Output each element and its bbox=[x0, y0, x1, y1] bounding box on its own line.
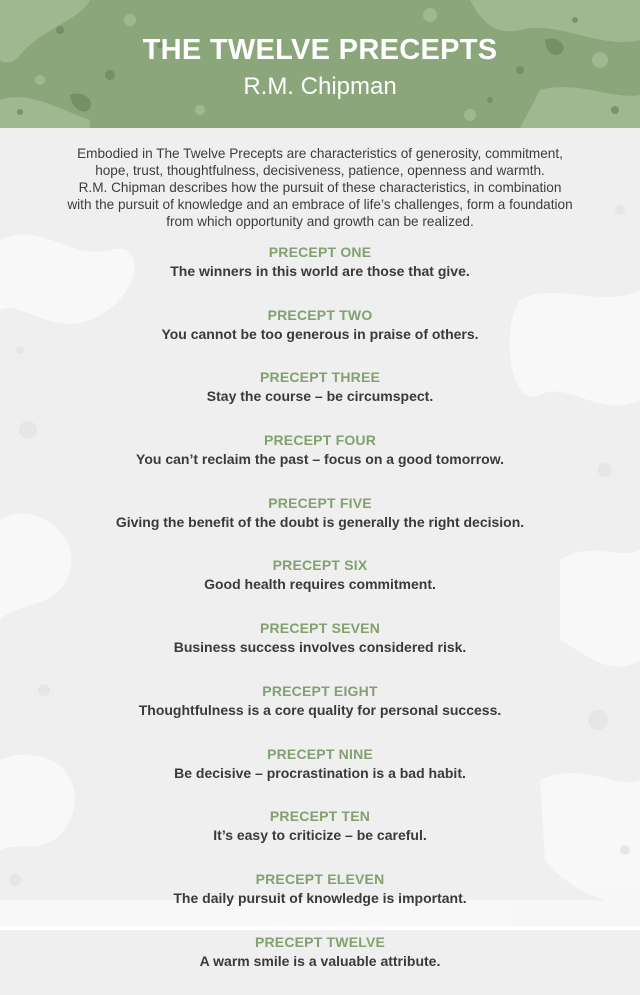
precept-heading: PRECEPT TWELVE bbox=[254, 933, 386, 950]
precept-heading: PRECEPT ELEVEN bbox=[255, 870, 385, 887]
precept-heading: PRECEPT EIGHT bbox=[262, 682, 378, 699]
page-title: THE TWELVE PRECEPTS bbox=[142, 34, 498, 66]
precept-item bbox=[0, 870, 640, 933]
precept-text: The winners in this world are those that give. bbox=[170, 263, 470, 279]
precept-heading: PRECEPT TEN bbox=[269, 808, 371, 825]
precept-item bbox=[0, 682, 640, 745]
intro-line: Embodied in The Twelve Precepts are characteristics of generosity, commitment, bbox=[77, 146, 563, 161]
precept-text: Giving the benefit of the doubt is generally the right decision. bbox=[115, 513, 525, 530]
intro-line: R.M. Chipman describes how the pursuit of these characteristics, in combination bbox=[78, 180, 562, 195]
precept-text: Thoughtfulness is a core quality for personal success. bbox=[138, 701, 502, 718]
precept-heading: PRECEPT THREE bbox=[259, 369, 381, 386]
precept-heading: PRECEPT NINE bbox=[267, 745, 373, 762]
precept-item bbox=[0, 431, 640, 494]
intro-paragraph bbox=[35, 145, 605, 230]
precept-heading: PRECEPT TWO bbox=[267, 306, 373, 323]
intro-line: hope, trust, thoughtfulness, decisiveness, patience, openness and warmth. bbox=[95, 163, 545, 178]
precept-text: Be decisive – procrastination is a bad habit. bbox=[174, 764, 466, 781]
precept-text: A warm smile is a valuable attribute. bbox=[199, 952, 441, 969]
precept-heading: PRECEPT SIX bbox=[272, 557, 368, 574]
precept-text: You cannot be too generous in praise of others. bbox=[161, 325, 479, 342]
intro-line: from which opportunity and growth can be realized. bbox=[166, 214, 474, 229]
precept-text: It’s easy to criticize – be careful. bbox=[213, 827, 427, 844]
precept-heading: PRECEPT FIVE bbox=[268, 494, 372, 511]
precept-item bbox=[0, 745, 640, 808]
precept-list bbox=[0, 243, 640, 995]
precept-heading: PRECEPT SEVEN bbox=[259, 620, 381, 637]
intro-line: with the pursuit of knowledge and an embrace of life’s challenges, form a foundation bbox=[67, 197, 573, 212]
precept-heading: PRECEPT ONE bbox=[268, 244, 372, 260]
precept-text: Business success involves considered risk. bbox=[173, 639, 467, 656]
precept-text: Stay the course – be circumspect. bbox=[206, 388, 434, 405]
precept-item bbox=[0, 306, 640, 369]
precept-text: The daily pursuit of knowledge is important. bbox=[173, 889, 467, 906]
precept-item bbox=[0, 619, 640, 682]
precept-text: Good health requires commitment. bbox=[204, 576, 436, 593]
precept-item bbox=[0, 933, 640, 995]
precept-item bbox=[0, 807, 640, 870]
precept-item bbox=[0, 243, 640, 306]
precept-heading: PRECEPT FOUR bbox=[263, 432, 377, 449]
author-name: R.M. Chipman bbox=[243, 73, 397, 100]
content-area bbox=[0, 145, 640, 995]
precept-item bbox=[0, 556, 640, 619]
precept-text: You can’t reclaim the past – focus on a good tomorrow. bbox=[136, 451, 504, 468]
precept-item bbox=[0, 368, 640, 431]
precept-item bbox=[0, 494, 640, 557]
